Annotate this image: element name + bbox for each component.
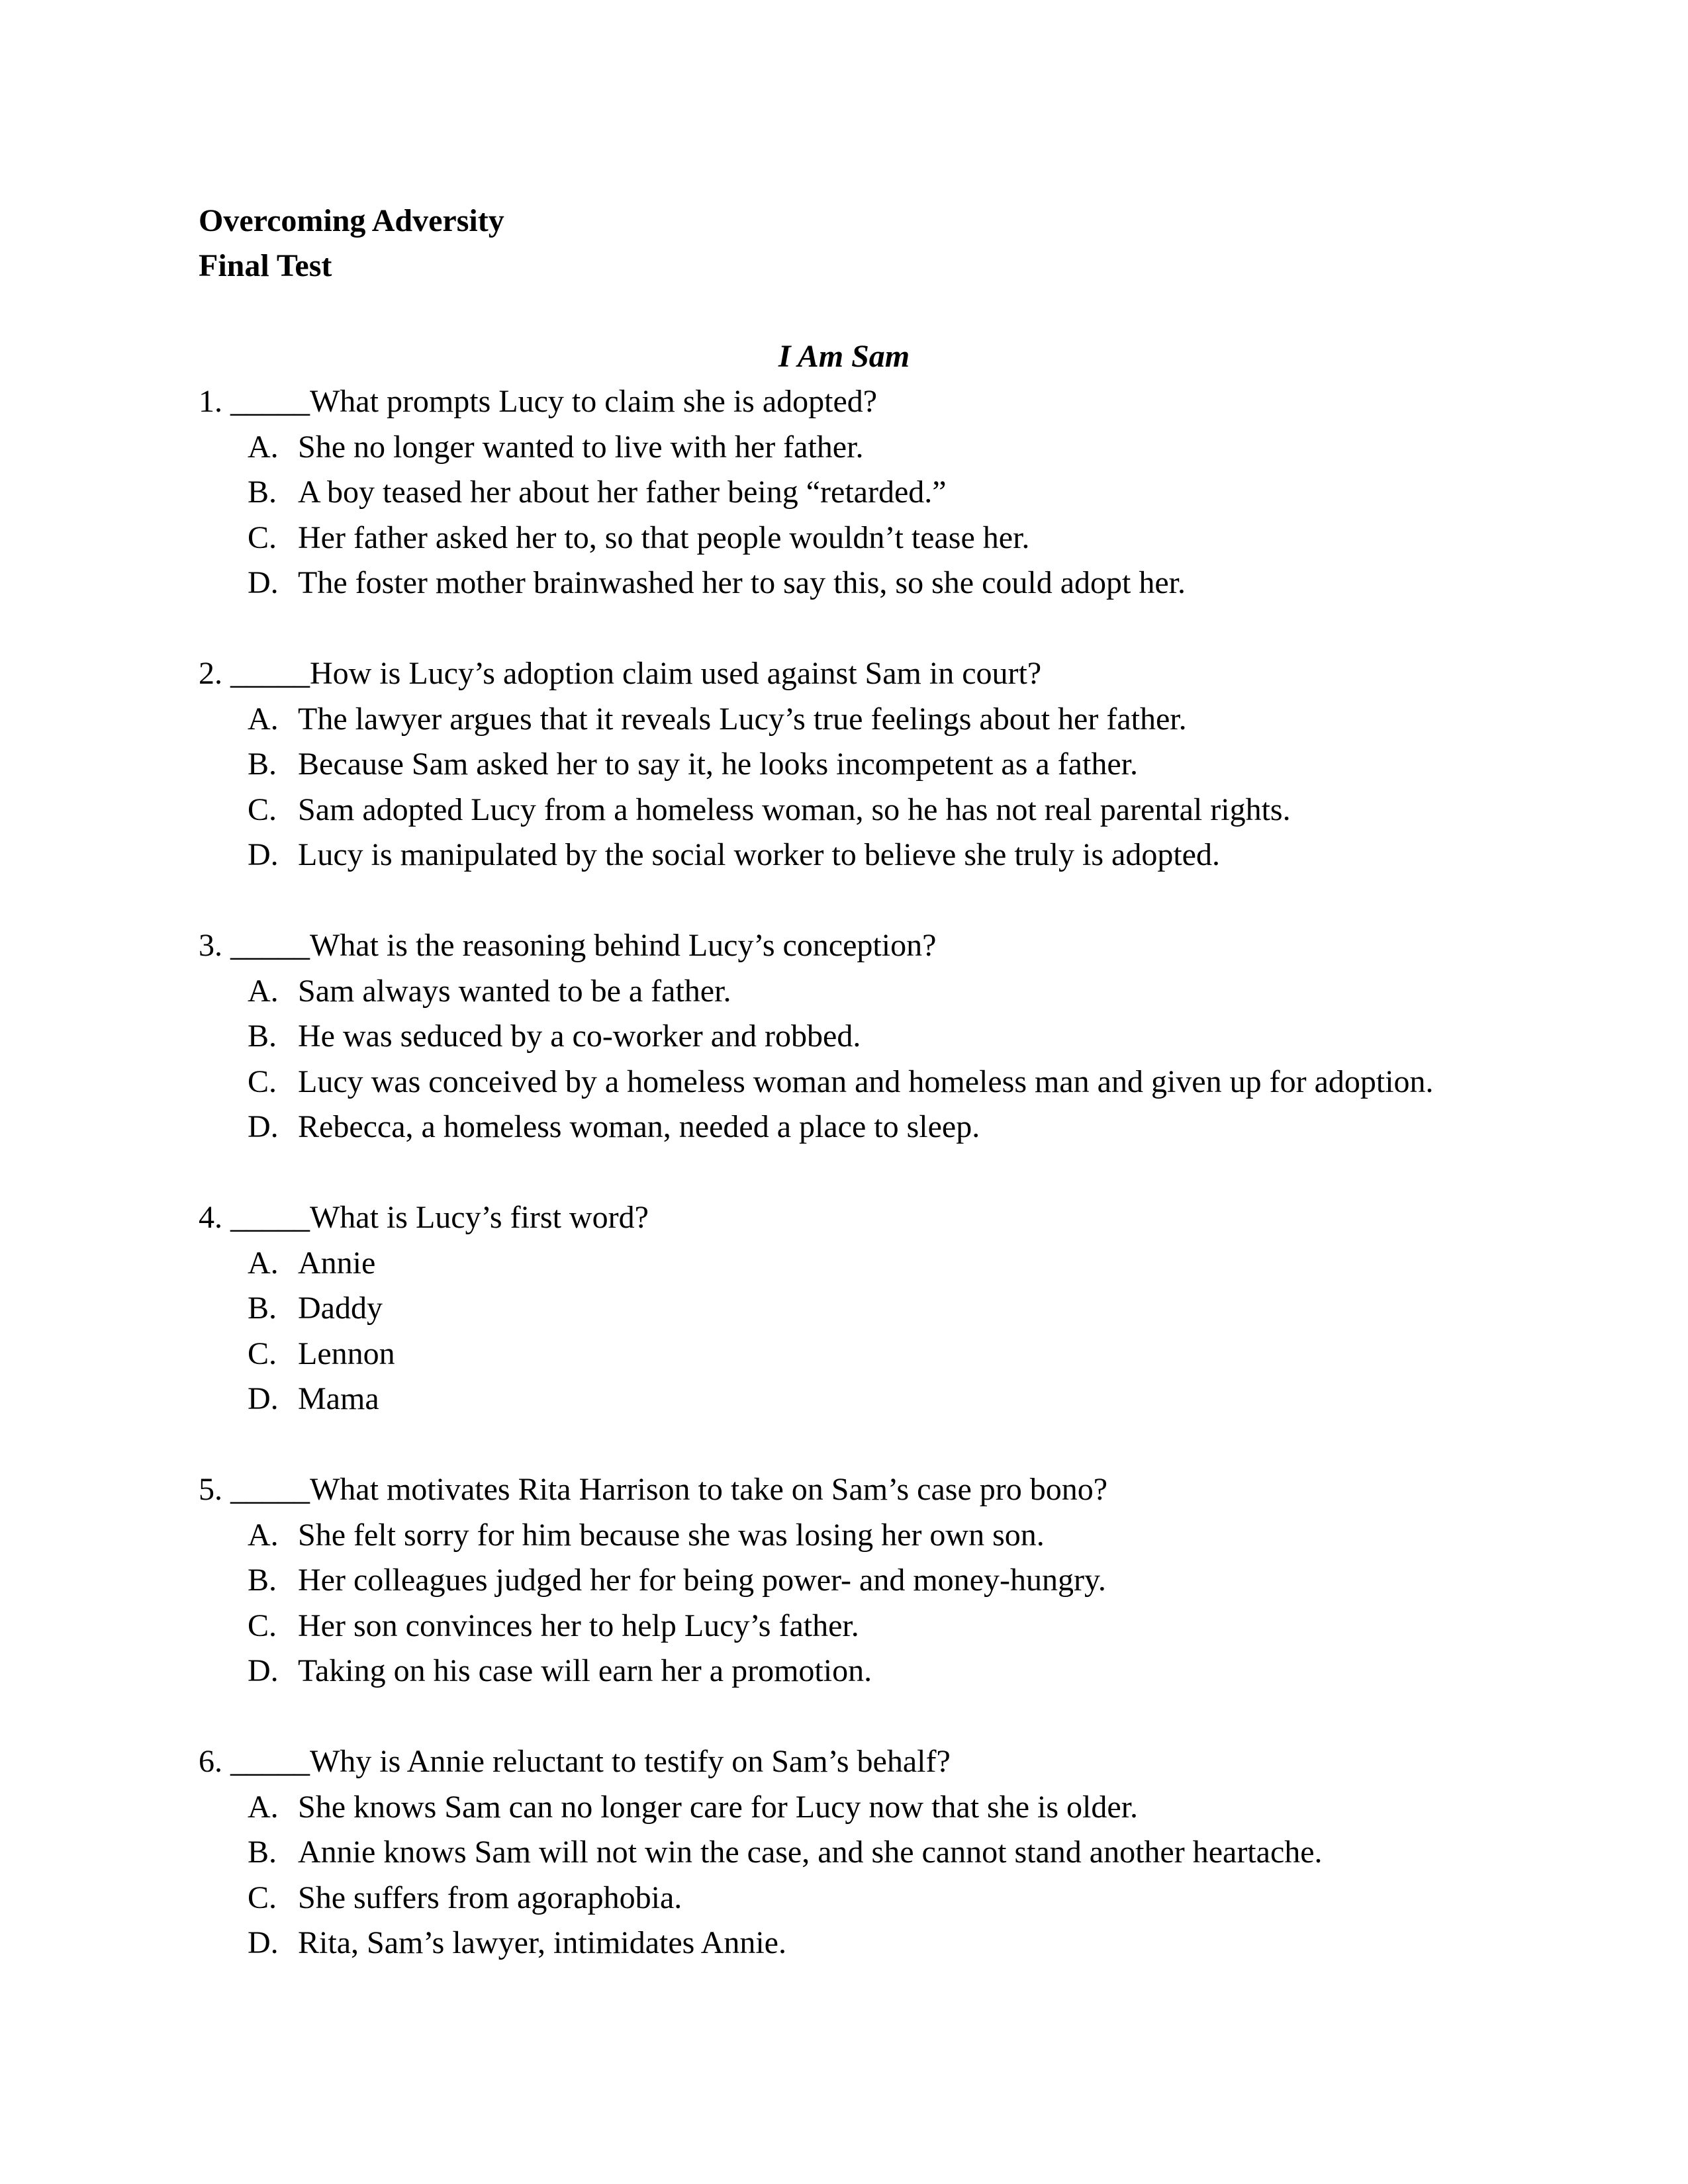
option-d (199, 561, 1523, 606)
option-letter: B. (248, 1563, 277, 1598)
option-d (199, 1377, 1523, 1422)
option-a (199, 1513, 1523, 1559)
option-letter: B. (248, 475, 277, 510)
option-text: Taking on his case will earn her a promotion. (298, 1653, 872, 1688)
option-text: Her colleagues judged her for being power- and money-hungry. (298, 1563, 1106, 1598)
option-letter: B. (248, 1291, 277, 1326)
question-4 (199, 1195, 1523, 1422)
question-prompt (199, 1467, 1523, 1513)
option-text: She felt sorry for him because she was losing her own son. (298, 1517, 1045, 1553)
question-prompt (199, 651, 1523, 697)
question-number: 1. (199, 384, 222, 419)
option-b (199, 1014, 1523, 1060)
option-a (199, 1785, 1523, 1831)
option-c (199, 516, 1523, 561)
option-c (199, 1060, 1523, 1105)
option-c (199, 1604, 1523, 1649)
answer-blank: _____ (230, 384, 310, 419)
option-letter: C. (248, 520, 277, 555)
option-a (199, 425, 1523, 471)
option-a (199, 969, 1523, 1015)
section-title: I Am Sam (778, 339, 910, 374)
option-text: Lucy is manipulated by the social worker to believe she truly is adopted. (298, 837, 1220, 872)
option-letter: A. (248, 1245, 279, 1281)
option-text: Rebecca, a homeless woman, needed a place to sleep. (298, 1109, 980, 1144)
option-b (199, 1830, 1523, 1876)
option-c (199, 1332, 1523, 1377)
question-text: What prompts Lucy to claim she is adopted? (310, 384, 878, 419)
question-text: What motivates Rita Harrison to take on Sam’s case pro bono? (310, 1472, 1108, 1507)
option-text: A boy teased her about her father being “retarded.” (298, 475, 947, 510)
option-text: She knows Sam can no longer care for Lucy now that she is older. (298, 1789, 1139, 1825)
option-letter: C. (248, 1608, 277, 1643)
option-d (199, 833, 1523, 878)
option-letter: A. (248, 1789, 279, 1825)
option-text: The lawyer argues that it reveals Lucy’s true feelings about her father. (298, 701, 1187, 737)
option-letter: A. (248, 1517, 279, 1553)
option-letter: B. (248, 1835, 277, 1870)
question-number: 5. (199, 1472, 222, 1507)
question-number: 2. (199, 656, 222, 691)
option-text: Lucy was conceived by a homeless woman and homeless man and given up for adoption. (298, 1064, 1434, 1099)
option-b (199, 1286, 1523, 1332)
option-a (199, 1241, 1523, 1287)
option-d (199, 1649, 1523, 1694)
option-letter: A. (248, 701, 279, 737)
option-letter: D. (248, 1109, 279, 1144)
option-letter: B. (248, 747, 277, 782)
option-text: She suffers from agoraphobia. (298, 1880, 682, 1915)
question-text: What is the reasoning behind Lucy’s conception? (310, 928, 937, 963)
option-b (199, 1558, 1523, 1604)
option-d (199, 1921, 1523, 1966)
answer-blank: _____ (230, 1200, 310, 1235)
option-text: Her father asked her to, so that people wouldn’t tease her. (298, 520, 1030, 555)
option-letter: B. (248, 1019, 277, 1054)
option-text: The foster mother brainwashed her to say this, so she could adopt her. (298, 565, 1186, 600)
question-number: 6. (199, 1744, 222, 1779)
option-letter: C. (248, 1064, 277, 1099)
question-3 (199, 923, 1523, 1150)
question-prompt (199, 1739, 1523, 1785)
question-6 (199, 1739, 1523, 1966)
question-number: 3. (199, 928, 222, 963)
option-letter: A. (248, 429, 279, 465)
answer-blank: _____ (230, 928, 310, 963)
option-text: Mama (298, 1381, 379, 1416)
option-letter: D. (248, 1381, 279, 1416)
option-letter: C. (248, 792, 277, 827)
answer-blank: _____ (230, 1744, 310, 1779)
option-text: Sam always wanted to be a father. (298, 973, 731, 1009)
question-number: 4. (199, 1200, 222, 1235)
option-d (199, 1105, 1523, 1150)
option-text: Daddy (298, 1291, 383, 1326)
question-2 (199, 651, 1523, 878)
option-letter: D. (248, 1653, 279, 1688)
question-prompt (199, 1195, 1523, 1241)
question-prompt (199, 379, 1523, 425)
option-letter: C. (248, 1336, 277, 1371)
question-1 (199, 379, 1523, 606)
option-letter: D. (248, 565, 279, 600)
option-text: Sam adopted Lucy from a homeless woman, so he has not real parental rights. (298, 792, 1291, 827)
option-letter: C. (248, 1880, 277, 1915)
course-title: Overcoming Adversity (199, 203, 504, 238)
question-prompt (199, 923, 1523, 969)
option-text: Annie (298, 1245, 376, 1281)
option-letter: D. (248, 837, 279, 872)
question-text: What is Lucy’s first word? (310, 1200, 649, 1235)
option-c (199, 1876, 1523, 1921)
option-c (199, 788, 1523, 833)
test-title: Final Test (199, 248, 332, 283)
option-letter: A. (248, 973, 279, 1009)
question-list (199, 379, 1523, 2011)
option-a (199, 697, 1523, 743)
option-text: Annie knows Sam will not win the case, and she cannot stand another heartache. (298, 1835, 1323, 1870)
answer-blank: _____ (230, 1472, 310, 1507)
option-b (199, 470, 1523, 516)
option-text: Her son convinces her to help Lucy’s father. (298, 1608, 859, 1643)
document-header (199, 199, 504, 289)
question-5 (199, 1467, 1523, 1694)
question-text: Why is Annie reluctant to testify on Sam’s behalf? (310, 1744, 951, 1779)
option-text: Because Sam asked her to say it, he looks incompetent as a father. (298, 747, 1138, 782)
option-b (199, 742, 1523, 788)
answer-blank: _____ (230, 656, 310, 691)
option-text: She no longer wanted to live with her father. (298, 429, 864, 465)
option-text: Lennon (298, 1336, 395, 1371)
option-text: He was seduced by a co-worker and robbed. (298, 1019, 861, 1054)
question-text: How is Lucy’s adoption claim used against Sam in court? (310, 656, 1042, 691)
option-text: Rita, Sam’s lawyer, intimidates Annie. (298, 1925, 786, 1960)
option-letter: D. (248, 1925, 279, 1960)
